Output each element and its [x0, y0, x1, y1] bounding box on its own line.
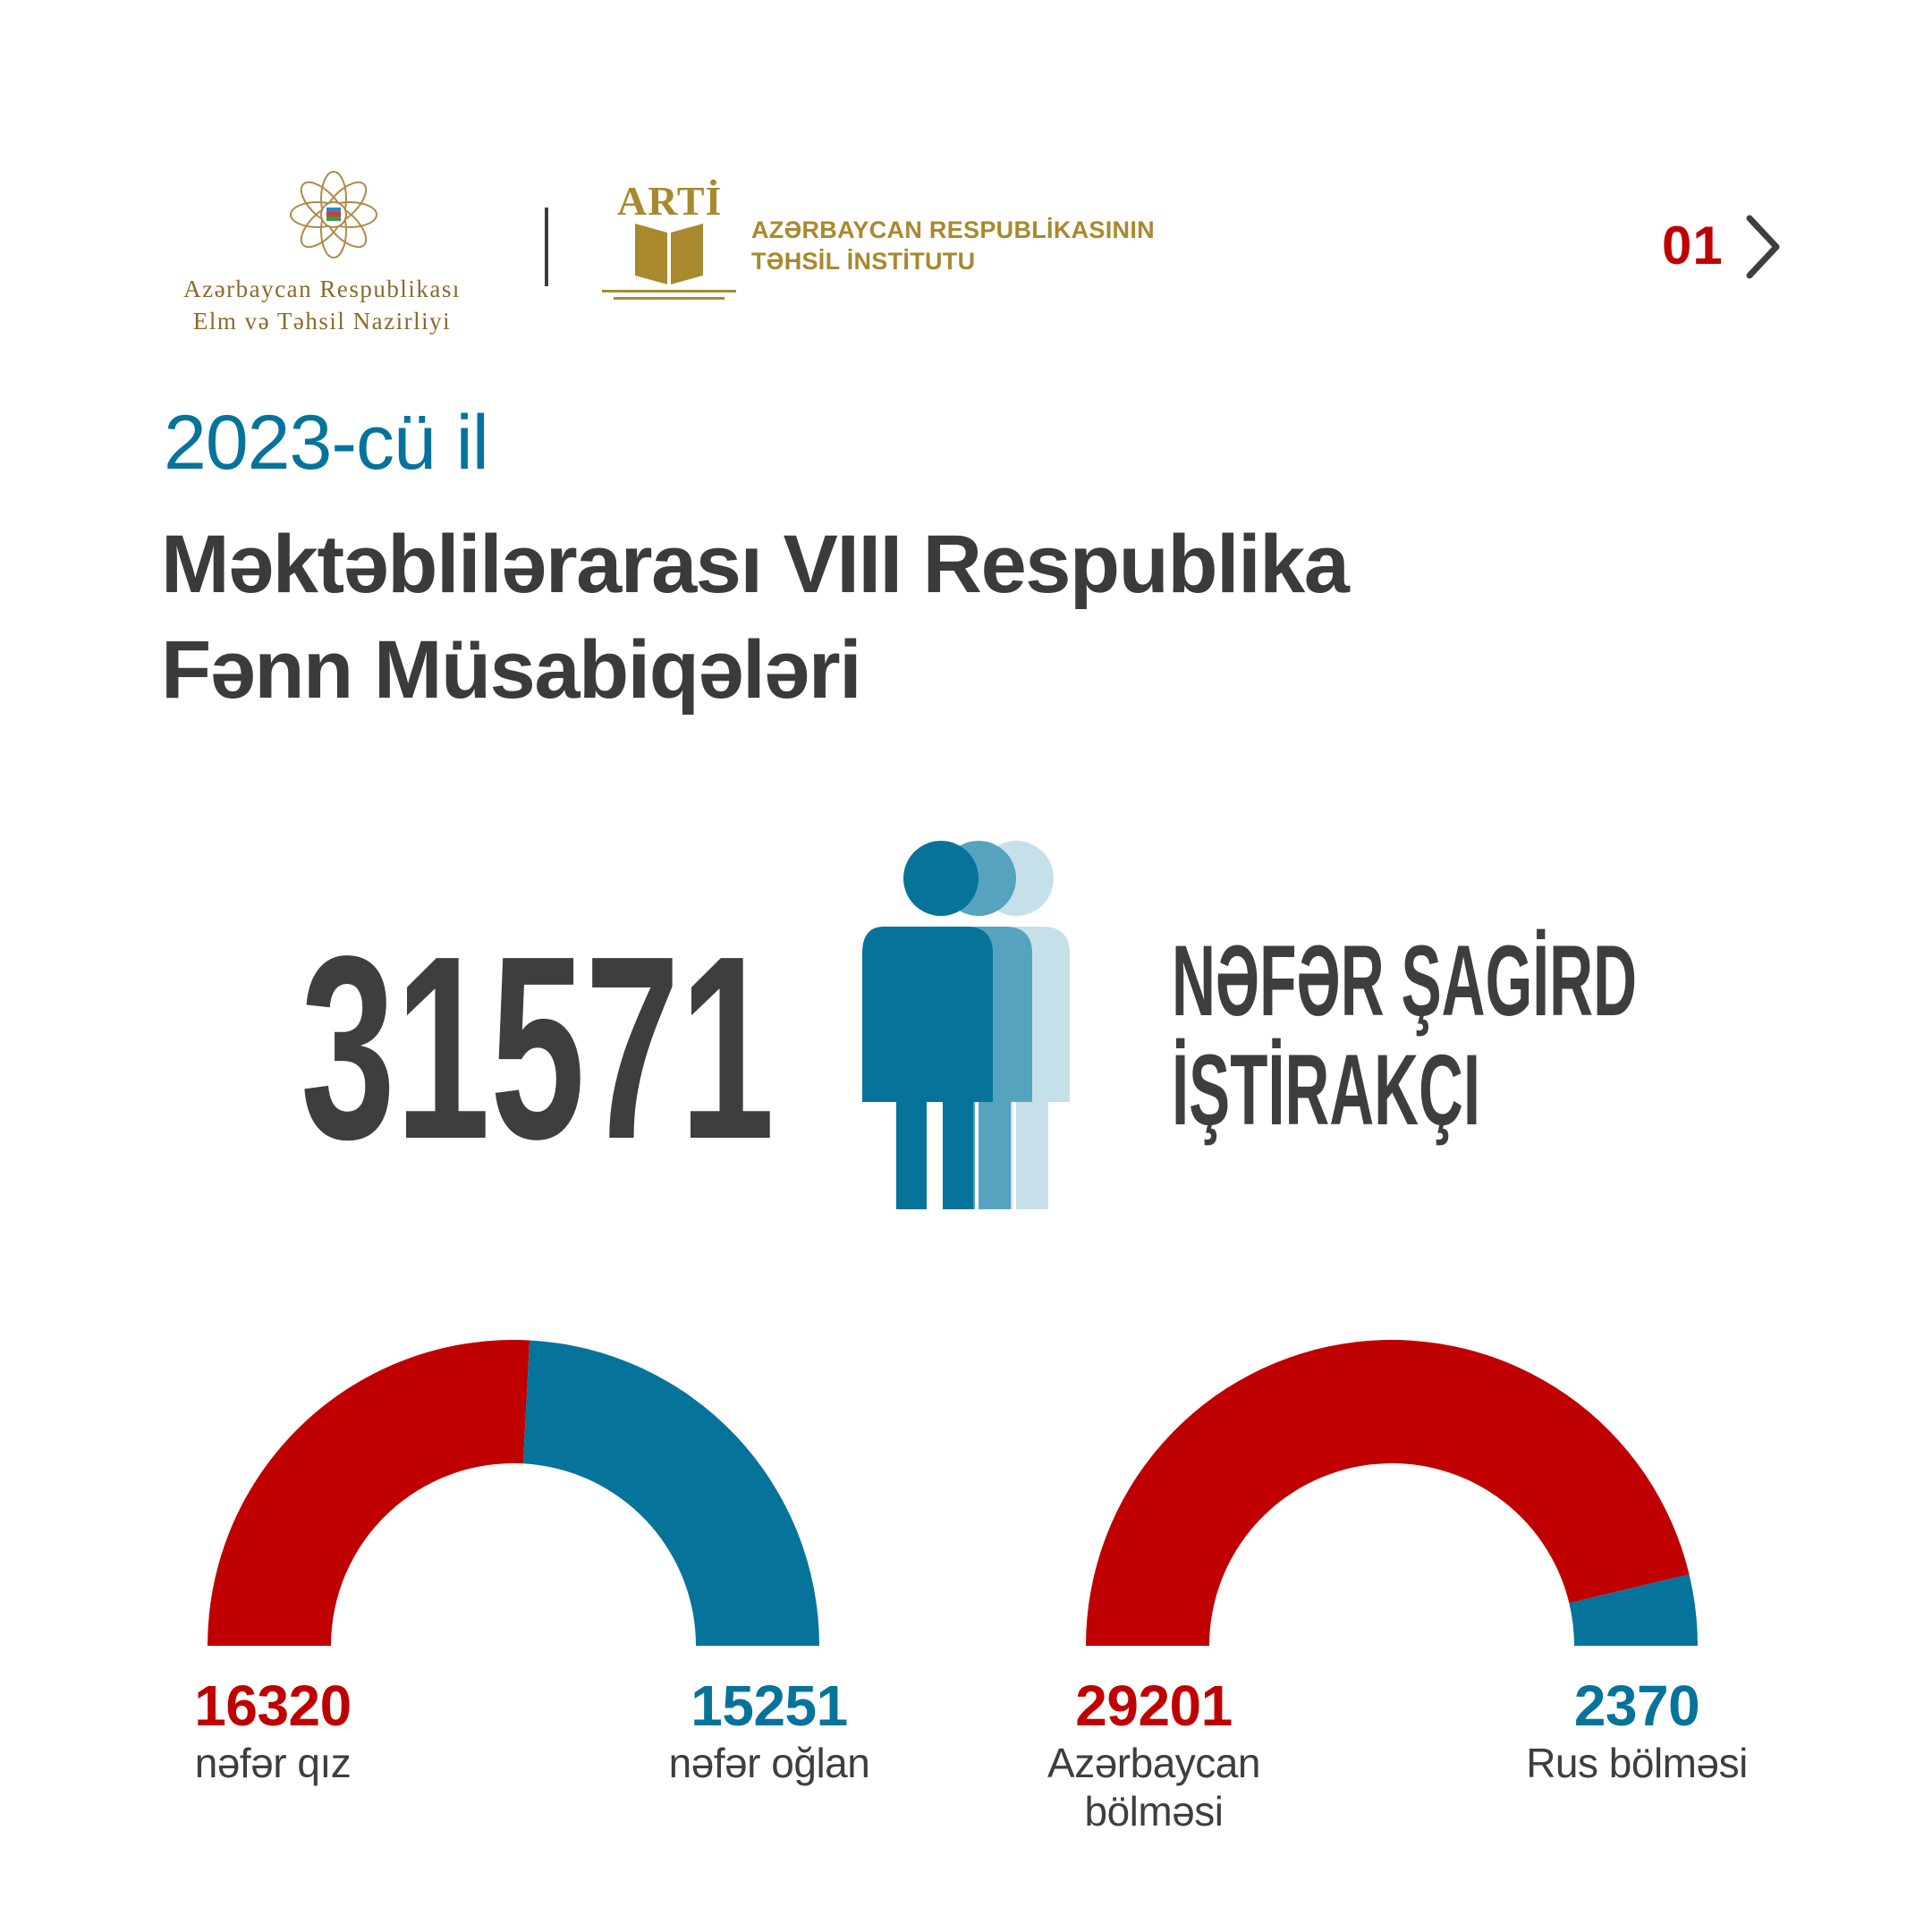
- section-semi-donut-chart: [1070, 1324, 1714, 1655]
- svg-text:31571: 31571: [301, 902, 775, 1193]
- chevron-right-icon[interactable]: [1742, 211, 1784, 283]
- ministry-name: [134, 273, 510, 337]
- girls-value: 16320: [194, 1674, 352, 1738]
- azerbaijani-section-stat: [1020, 1673, 1288, 1835]
- boys-label: nəfər oğlan: [668, 1740, 870, 1786]
- institute-name: [751, 215, 1155, 277]
- page-title-line2: Fənn Müsabiqələri: [161, 624, 861, 716]
- boys-value: 15251: [691, 1674, 848, 1738]
- azerbaijani-section-label-line1: Azərbaycan: [1047, 1740, 1260, 1786]
- caption-line2: İŞTİRAKÇI: [1172, 1034, 1480, 1146]
- page-title-line1: Məktəblilərarası VIII Respublika: [161, 519, 1349, 610]
- donut-segment-0-1: [523, 1340, 819, 1646]
- ministry-name-line2: Elm və Təhsil Nazirliyi: [192, 308, 452, 335]
- ministry-emblem-icon: [284, 165, 383, 264]
- page-title: [161, 512, 1348, 723]
- russian-section-value: 2370: [1573, 1674, 1700, 1738]
- girls-label: nəfər qız: [194, 1740, 352, 1786]
- institute-name-line2: TƏHSİL İNSTİTUTU: [751, 248, 976, 275]
- people-group-icon: [859, 841, 1109, 1216]
- header-divider: [545, 208, 548, 286]
- arti-logo-text: ARTİ: [617, 178, 723, 224]
- gender-semi-donut-chart: [191, 1324, 835, 1655]
- arti-book-icon: [597, 224, 741, 313]
- page-number: 01: [1662, 216, 1724, 275]
- total-participants-value: [301, 902, 784, 1193]
- boys-stat: [644, 1673, 894, 1787]
- russian-section-stat: [1503, 1673, 1771, 1787]
- azerbaijani-section-label-line2: bölməsi: [1084, 1788, 1224, 1835]
- girls-stat: [170, 1673, 376, 1787]
- ministry-name-line1: Azərbaycan Respublikası: [183, 275, 461, 302]
- year-heading: 2023-cü il: [164, 400, 488, 486]
- russian-section-label: Rus bölməsi: [1526, 1740, 1748, 1786]
- total-participants-caption: [1172, 925, 1673, 1146]
- donut-segment-0-0: [208, 1340, 530, 1646]
- azerbaijani-section-value: 29201: [1075, 1674, 1233, 1738]
- institute-name-line1: AZƏRBAYCAN RESPUBLİKASININ: [751, 216, 1155, 243]
- caption-line1: NƏFƏR ŞAGİRD: [1172, 925, 1637, 1037]
